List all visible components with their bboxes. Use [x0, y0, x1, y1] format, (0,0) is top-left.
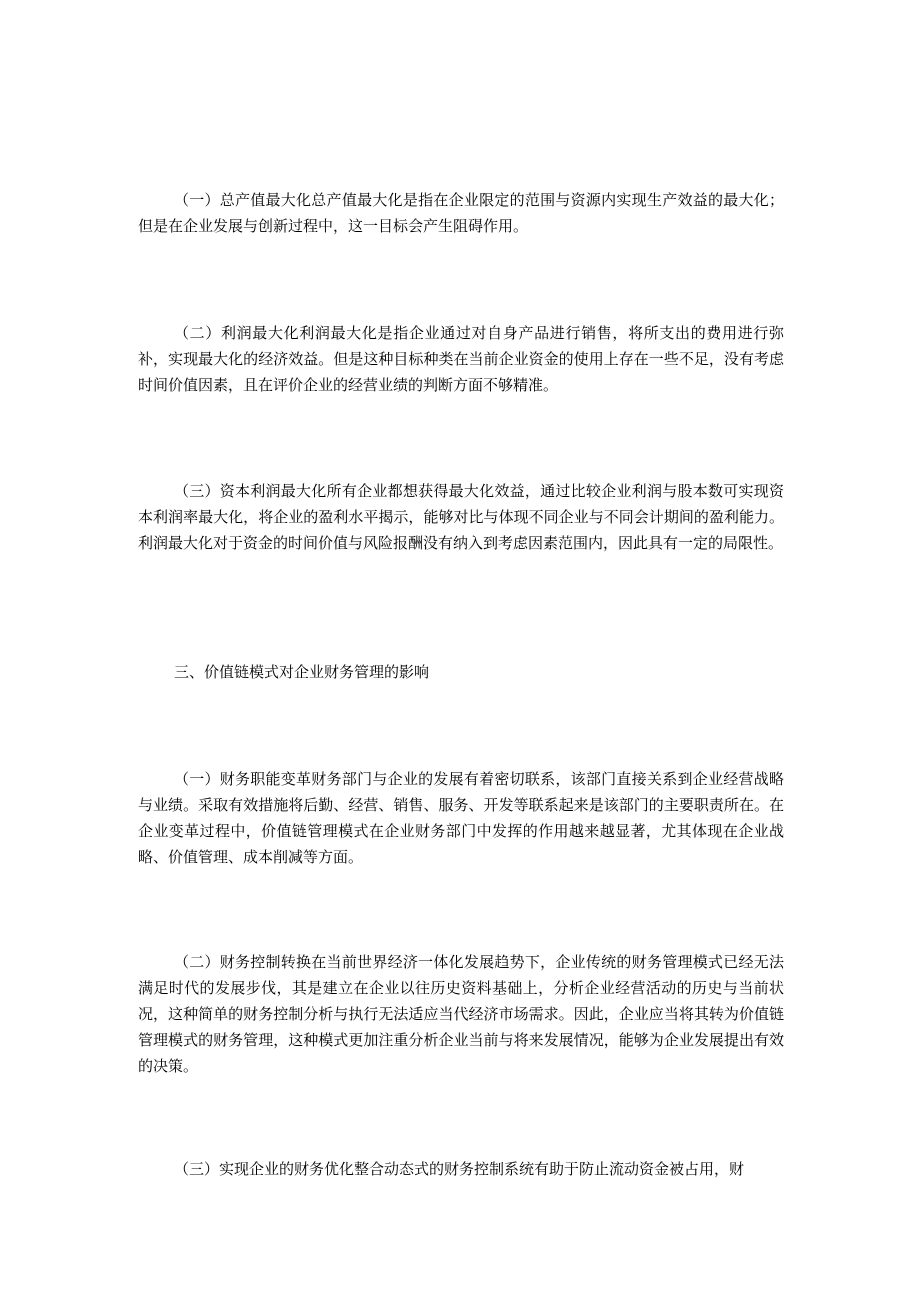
paragraph-finance-control: （二）财务控制转换在当前世界经济一体化发展趋势下，企业传统的财务管理模式已经无法满足时代的发展步伐，其是建立在企业以往历史资料基础上，分析企业经营活动的历史与当前状况，这种简单的财务控制分析与执行无法适应当代经济市场需求。因此，企业应当将其转为价值链管理模式的财务管理，这种模式更加注重分析企业当前与将来发展情况，能够为企业发展提出有效的决策。	[138, 953, 784, 1075]
section-heading: 三、价值链模式对企业财务管理的影响	[174, 663, 430, 681]
paragraph-profit-max: （二）利润最大化利润最大化是指企业通过对自身产品进行销售，将所支出的费用进行弥补，实现最大化的经济效益。但是这种目标种类在当前企业资金的使用上存在一些不足，没有考虑时间价值因素，且在评价企业的经营业绩的判断方面不够精准。	[138, 324, 784, 394]
paragraph-capital-profit: （三）资本利润最大化所有企业都想获得最大化效益，通过比较企业利润与股本数可实现资本利润率最大化，将企业的盈利水平揭示，能够对比与体现不同企业与不同会计期间的盈利能力。利润最大化对于资金的时间价值与风险报酬没有纳入到考虑因素范围内，因此具有一定的局限性。	[138, 482, 784, 552]
paragraph-gross-output: （一）总产值最大化总产值最大化是指在企业限定的范围与资源内实现生产效益的最大化；但是在企业发展与创新过程中，这一目标会产生阻碍作用。	[138, 191, 784, 235]
paragraph-finance-function: （一）财务职能变革财务部门与企业的发展有着密切联系，该部门直接关系到企业经营战略与业绩。采取有效措施将后勤、经营、销售、服务、开发等联系起来是该部门的主要职责所在。在企业变革过程中，价值链管理模式在企业财务部门中发挥的作用越来越显著，尤其体现在企业战略、价值管理、成本削减等方面。	[138, 770, 784, 866]
paragraph-finance-optimization: （三）实现企业的财务优化整合动态式的财务控制系统有助于防止流动资金被占用，财	[174, 1160, 745, 1178]
